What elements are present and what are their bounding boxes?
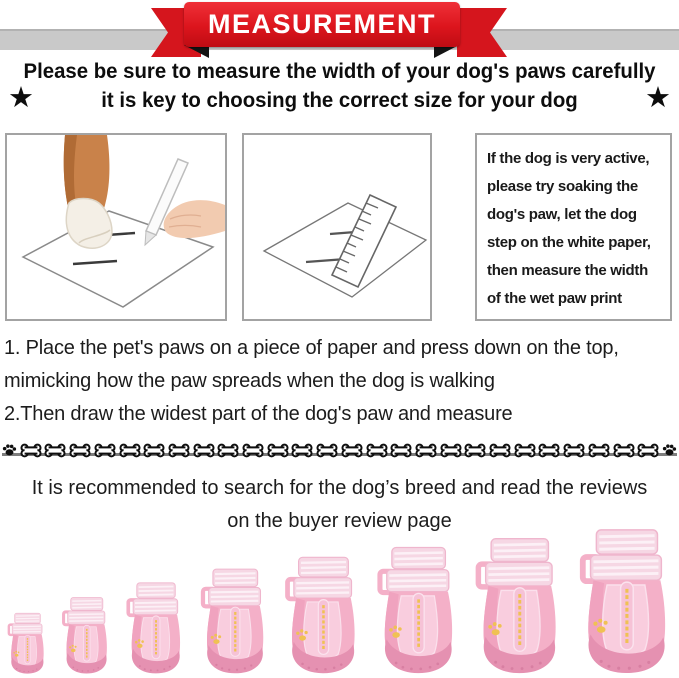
- bone-icon: [20, 443, 42, 458]
- text-line: of the wet paw print: [487, 290, 622, 307]
- bone-icon: [588, 443, 610, 458]
- bone-icon: [119, 443, 141, 458]
- bone-icon: [267, 443, 289, 458]
- ruler-on-paper-image: [244, 135, 430, 319]
- bone-icon: [94, 443, 116, 458]
- heading-line-1: Please be sure to measure the width of your dog's paws carefully: [23, 60, 656, 83]
- bone-icon: [242, 443, 264, 458]
- pink-dog-boot-image: [6, 612, 47, 674]
- bone-icon: [390, 443, 412, 458]
- measurement-banner: [184, 2, 460, 47]
- bone-icon: [366, 443, 388, 458]
- text-line: mimicking how the paw spreads when the dog is walking: [4, 370, 495, 392]
- text-line: then measure the width: [487, 262, 648, 279]
- measurement-steps: [4, 332, 677, 431]
- text-line: on the buyer review page: [227, 510, 452, 532]
- paw-and-bone-chain-divider: [2, 441, 677, 463]
- text-line: 2.Then draw the widest part of the dog's paw and measure: [4, 403, 513, 425]
- text-line: It is recommended to search for the dog’s breed and read the reviews: [31, 477, 648, 499]
- bone-icon: [637, 443, 659, 458]
- bone-icon: [514, 443, 536, 458]
- dog-paw-drawing-image: [7, 135, 225, 319]
- bone-chain: [2, 441, 677, 459]
- ruler-measure-illustration: [242, 133, 432, 321]
- bone-icon: [193, 443, 215, 458]
- bone-icon: [44, 443, 66, 458]
- bone-icon: [563, 443, 585, 458]
- boot-size-range: [0, 527, 679, 674]
- pink-dog-boot-image: [472, 536, 563, 674]
- bone-icon: [440, 443, 462, 458]
- bone-icon: [291, 443, 313, 458]
- bone-icon: [489, 443, 511, 458]
- active-dog-tip-box: [475, 133, 672, 321]
- banner-title: MEASUREMENT: [207, 9, 436, 39]
- tip-text: [487, 145, 660, 313]
- pink-dog-boot-image: [576, 527, 673, 674]
- bone-icon: [613, 443, 635, 458]
- bone-icon: [316, 443, 338, 458]
- star-icon: ★: [645, 82, 671, 114]
- pink-dog-boot-image: [282, 555, 361, 674]
- pink-dog-boot-image: [198, 567, 269, 674]
- bone-icon: [217, 443, 239, 458]
- paw-icon: [662, 443, 677, 457]
- text-line: 1. Place the pet's paws on a piece of paper and press down on the top,: [4, 337, 619, 359]
- paw-on-paper-illustration: [5, 133, 227, 321]
- pink-dog-boot-image: [374, 545, 459, 674]
- text-line: dog's paw, let the dog: [487, 206, 637, 223]
- bone-icon: [538, 443, 560, 458]
- star-icon: ★: [8, 82, 34, 114]
- paw-icon: [2, 443, 17, 457]
- bone-icon: [341, 443, 363, 458]
- bone-icon: [143, 443, 165, 458]
- text-line: step on the white paper,: [487, 234, 651, 251]
- text-line: If the dog is very active,: [487, 150, 650, 167]
- bone-icon: [464, 443, 486, 458]
- heading-text: [10, 57, 669, 115]
- text-line: please try soaking the: [487, 178, 638, 195]
- bone-icon: [69, 443, 91, 458]
- bone-icon: [168, 443, 190, 458]
- pink-dog-boot-image: [60, 596, 111, 674]
- heading-line-2: it is key to choosing the correct size for your dog: [101, 89, 578, 112]
- bone-icon: [415, 443, 437, 458]
- pink-dog-boot-image: [124, 581, 185, 674]
